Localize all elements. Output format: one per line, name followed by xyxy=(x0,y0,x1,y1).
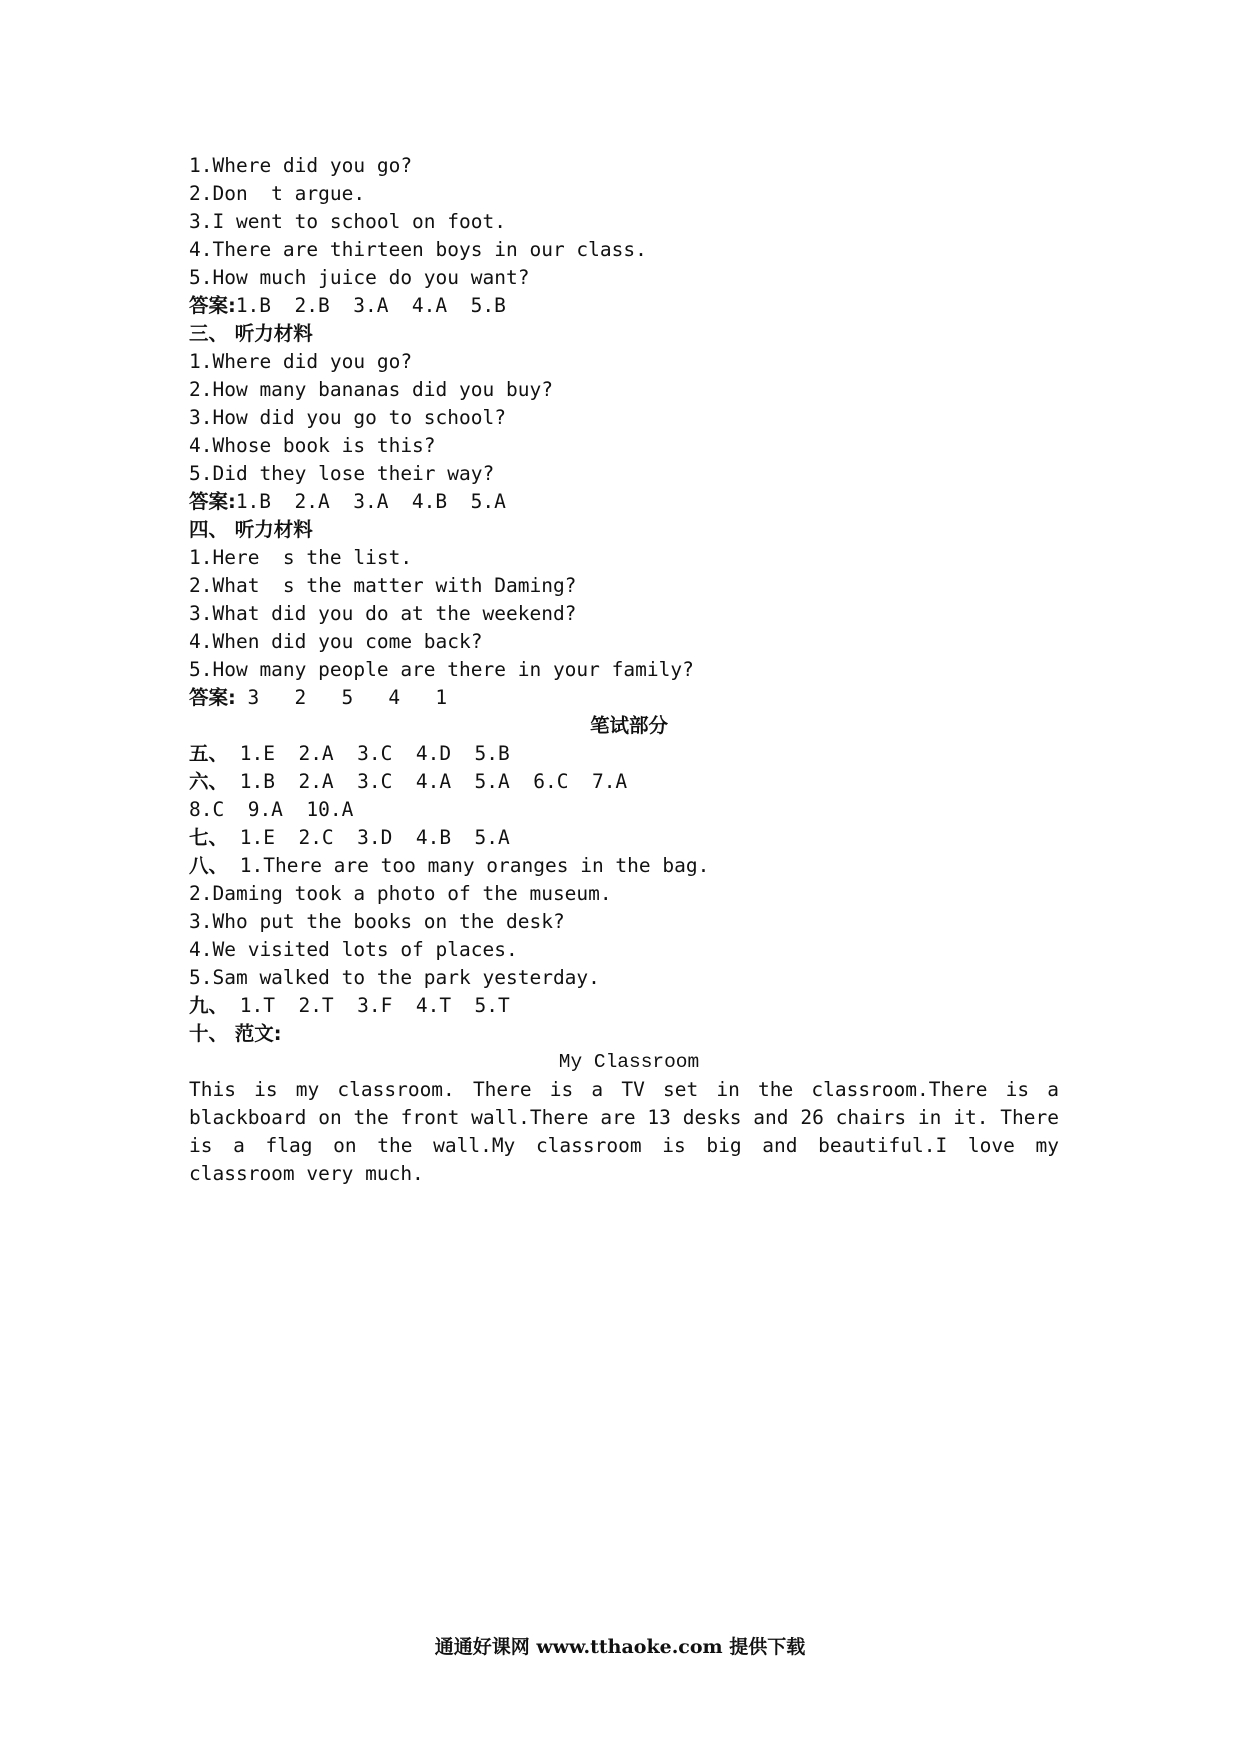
answer-values: 1.B 2.A 3.A 4.B 5.A xyxy=(235,490,506,513)
s4-line-1: 1.Here s the list. xyxy=(189,546,413,569)
answer-label: 答案: xyxy=(189,686,236,709)
s4-line-3: 3.What did you do at the weekend? xyxy=(189,602,577,625)
answer-sheet xyxy=(189,152,1069,1188)
answer-label: 答案: xyxy=(189,490,236,513)
s4-answer xyxy=(189,684,1069,712)
answer-label: 答案: xyxy=(189,294,236,317)
s8-values: 1.There are too many oranges in the bag. xyxy=(228,854,710,877)
written-part-title: 笔试部分 xyxy=(589,714,668,737)
s3-line-2: 2.How many bananas did you buy? xyxy=(189,378,553,401)
s8-line-1 xyxy=(189,852,1069,880)
essay-body: This is my classroom. There is a TV set in the classroom.There is a blackboard on the front wall.There are 13 desks and 26 chairs in it. There is a flag on the wall.My classroom is big and beautiful.I love my classroom very much. xyxy=(189,1078,1059,1185)
s10-heading: 十、 范文: xyxy=(189,1022,282,1045)
s8-label: 八、 xyxy=(189,854,229,877)
s8-line-2: 2.Daming took a photo of the museum. xyxy=(189,882,612,905)
s7-answers xyxy=(189,824,1069,852)
s3-line-3: 3.How did you go to school? xyxy=(189,406,506,429)
s9-label: 九、 xyxy=(189,994,229,1017)
section-3-heading: 三、 听力材料 xyxy=(189,322,313,345)
s8-line-3: 3.Who put the books on the desk? xyxy=(189,910,565,933)
s2-line-2: 2.Don t argue. xyxy=(189,182,366,205)
s4-line-5: 5.How many people are there in your family? xyxy=(189,658,694,681)
s5-values: 1.E 2.A 3.C 4.D 5.B xyxy=(228,742,510,765)
s2-answer xyxy=(189,292,1069,320)
s2-line-3: 3.I went to school on foot. xyxy=(189,210,506,233)
essay-title: My Classroom xyxy=(558,1051,700,1073)
s5-answers xyxy=(189,740,1069,768)
s3-line-4: 4.Whose book is this? xyxy=(189,434,436,457)
s3-line-1: 1.Where did you go? xyxy=(189,350,413,373)
s2-line-1: 1.Where did you go? xyxy=(189,154,413,177)
footer-source: 通通好课网 www.tthaoke.com 提供下载 xyxy=(434,1636,806,1658)
s5-label: 五、 xyxy=(189,742,229,765)
s6-values: 1.B 2.A 3.C 4.A 5.A 6.C 7.A xyxy=(228,770,628,793)
s3-answer xyxy=(189,488,1069,516)
s4-line-2: 2.What s the matter with Daming? xyxy=(189,574,577,597)
s9-values: 1.T 2.T 3.F 4.T 5.T xyxy=(228,994,510,1017)
s6-answers xyxy=(189,768,1069,796)
s6-answers-cont: 8.C 9.A 10.A xyxy=(189,798,354,821)
s7-values: 1.E 2.C 3.D 4.B 5.A xyxy=(228,826,510,849)
s9-answers xyxy=(189,992,1069,1020)
s3-line-5: 5.Did they lose their way? xyxy=(189,462,495,485)
s4-line-4: 4.When did you come back? xyxy=(189,630,483,653)
s8-line-4: 4.We visited lots of places. xyxy=(189,938,518,961)
answer-values: 1.B 2.B 3.A 4.A 5.B xyxy=(235,294,506,317)
s7-label: 七、 xyxy=(189,826,229,849)
s2-line-4: 4.There are thirteen boys in our class. xyxy=(189,238,647,261)
answer-values: 3 2 5 4 1 xyxy=(235,686,448,709)
s6-label: 六、 xyxy=(189,770,229,793)
s8-line-5: 5.Sam walked to the park yesterday. xyxy=(189,966,600,989)
section-4-heading: 四、 听力材料 xyxy=(189,518,313,541)
s2-line-5: 5.How much juice do you want? xyxy=(189,266,530,289)
